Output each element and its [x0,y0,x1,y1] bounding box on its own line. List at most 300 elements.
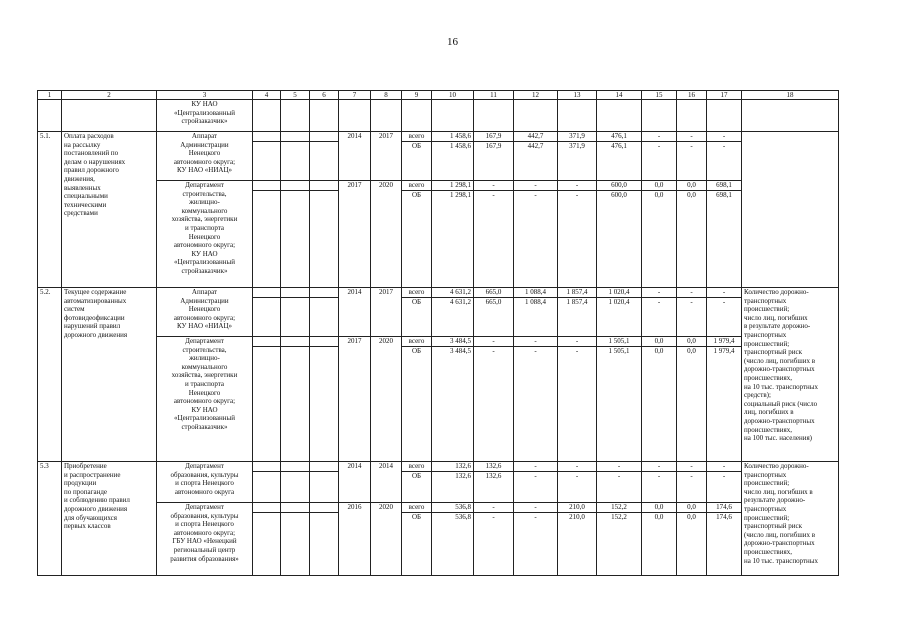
empty-cell [253,503,281,513]
cell-line: Ненецкого [188,388,221,397]
cell-line: Приобретение [64,462,107,470]
cell-line: строительства, [182,189,227,198]
cell-line: происшествий; [744,339,790,348]
empty-cell [281,472,310,503]
cell-line: на рассылку [64,140,101,149]
indicators-cell [742,132,839,288]
executor-cell [157,462,253,503]
amount-cell: - [474,347,514,462]
amount-cell: - [707,472,742,503]
empty-cell [281,132,310,142]
amount-cell: 210,0 [558,503,597,513]
amount-cell: - [474,513,514,576]
cell-line: автономного округа; [173,528,236,537]
cell-line: на 100 тыс. населения) [744,434,813,443]
amount-cell: 0,0 [642,503,677,513]
cell-line: дорожно-транспортных [744,365,815,374]
cell-line: происшествий; [744,479,790,488]
start-year: 2014 [339,288,371,337]
start-year: 2017 [339,337,371,462]
amount-cell: 442,7 [514,132,558,142]
cell-line: Ненецкого [188,305,221,314]
empty-cell [253,288,281,298]
amount-cell: - [558,191,597,288]
empty-cell [281,191,310,288]
empty-cell [281,337,310,347]
empty-cell [310,503,339,513]
cell-line: Департамент [185,462,224,470]
column-number: 16 [677,91,707,100]
empty-cell [432,100,474,132]
table-row [38,337,839,347]
cell-line: выявленных [64,183,101,192]
cell-line: правил дорожного [64,166,119,175]
empty-cell [281,298,310,337]
empty-cell [253,513,281,576]
cell-line: стройзаказчик» [181,117,228,126]
executor-cell [157,181,253,288]
end-year: 2014 [371,462,402,503]
table-row [38,181,839,191]
cell-line: и спорта Ненецкого [175,520,234,529]
empty-cell [642,100,677,132]
executor-cell [157,503,253,576]
amount-cell: 1 505,1 [597,347,642,462]
cell-line: КУ НАО [191,100,218,108]
empty-cell [281,142,310,181]
funding-source: ОБ [402,472,432,503]
empty-cell [310,100,339,132]
cell-line: Оплата расходов [64,132,114,140]
cell-line: КУ НАО [191,249,218,258]
column-number: 7 [339,91,371,100]
amount-cell: - [514,347,558,462]
amount-cell: 0,0 [642,513,677,576]
measure-name [62,288,157,462]
amount-cell: 0,0 [677,181,707,191]
amount-cell: - [514,472,558,503]
amount-cell: - [642,462,677,472]
amount-cell: - [677,462,707,472]
amount-cell: - [514,513,558,576]
cell-line: Количество дорожно- [744,288,809,296]
empty-cell [253,298,281,337]
cell-line: и спорта Ненецкого [175,479,234,488]
amount-cell: - [558,472,597,503]
cell-line: Количество дорожно- [744,462,809,470]
header-row [38,91,839,100]
empty-cell [62,100,157,132]
amount-cell: 132,6 [474,472,514,503]
start-year: 2016 [339,503,371,576]
amount-cell: 132,6 [474,462,514,472]
amount-cell: - [474,181,514,191]
amount-cell: 167,9 [474,132,514,142]
cell-line: фотовидеофиксации [64,313,125,322]
executor-cell [157,100,253,132]
amount-cell: 1 298,1 [432,181,474,191]
measure-number: 5.1. [38,132,62,288]
cell-line: средств); [744,391,771,400]
amount-cell: 536,8 [432,503,474,513]
continuation-row [38,100,839,132]
end-year: 2020 [371,337,402,462]
cell-line: и транспорта [184,379,224,388]
empty-cell [281,181,310,191]
table-row [38,288,839,298]
empty-cell [597,100,642,132]
amount-cell: 1 458,6 [432,132,474,142]
end-year: 2020 [371,181,402,288]
funding-source: ОБ [402,191,432,288]
cell-line: «Централизованный [174,414,235,423]
amount-cell: 0,0 [677,503,707,513]
column-number: 18 [742,91,839,100]
amount-cell: 0,0 [642,337,677,347]
amount-cell: 698,1 [707,181,742,191]
cell-line: продукции [64,479,97,488]
empty-cell [371,100,402,132]
cell-line: региональный центр [173,545,236,554]
cell-line: автономного округа; [173,313,236,322]
amount-cell: - [597,472,642,503]
funding-source: ОБ [402,298,432,337]
amount-cell: 0,0 [677,337,707,347]
amount-cell: - [707,132,742,142]
column-number: 10 [432,91,474,100]
amount-cell: 442,7 [514,142,558,181]
amount-cell: - [514,191,558,288]
empty-cell [281,503,310,513]
amount-cell: 1 458,6 [432,142,474,181]
cell-line: постановлений по [64,149,119,158]
amount-cell: 600,0 [597,181,642,191]
amount-cell: 1 857,4 [558,288,597,298]
cell-line: транспортных [744,296,787,305]
cell-line: средствами [64,209,98,218]
empty-cell [310,288,339,298]
funding-source: ОБ [402,347,432,462]
empty-cell [281,462,310,472]
cell-line: движения, [64,174,95,183]
cell-line: техническими [64,200,107,209]
amount-cell: 536,8 [432,513,474,576]
cell-line: и соблюдению правил [64,496,130,505]
end-year: 2017 [371,132,402,181]
executor-cell [157,132,253,181]
amount-cell: 152,2 [597,513,642,576]
table-row [38,132,839,142]
cell-line: автономного округа; [173,397,236,406]
indicators-cell [742,462,839,576]
cell-line: автономного округа [174,487,235,496]
column-number: 17 [707,91,742,100]
cell-line: происшествиях, [744,425,792,434]
column-number: 4 [253,91,281,100]
empty-cell [310,191,339,288]
amount-cell: - [514,462,558,472]
amount-cell: 0,0 [642,191,677,288]
amount-cell: 0,0 [677,191,707,288]
empty-cell [310,337,339,347]
cell-line: развития образования» [170,554,239,563]
amount-cell: 167,9 [474,142,514,181]
amount-cell: 600,0 [597,191,642,288]
cell-line: специальными [64,192,108,201]
cell-line: автономного округа; [173,241,236,250]
cell-line: транспортных [744,504,787,513]
amount-cell: - [558,347,597,462]
amount-cell: 174,6 [707,503,742,513]
funding-source: всего [402,288,432,298]
column-number: 3 [157,91,253,100]
cell-line: Аппарат [191,132,218,140]
amount-cell: - [677,298,707,337]
cell-line: в результате дорожно- [744,322,811,331]
amount-cell: - [474,191,514,288]
amount-cell: 665,0 [474,288,514,298]
table-row [38,503,839,513]
funding-source: ОБ [402,513,432,576]
cell-line: дорожно-транспортных [744,539,815,548]
cell-line: Ненецкого [188,232,221,241]
amount-cell: 665,0 [474,298,514,337]
amount-cell: - [707,298,742,337]
cell-line: Текущее содержание [64,288,127,296]
column-number: 12 [514,91,558,100]
measure-number: 5.3 [38,462,62,576]
cell-line: дорожно-транспортных [744,416,815,425]
measure-number: 5.2. [38,288,62,462]
measure-name [62,132,157,288]
executor-cell [157,288,253,337]
amount-cell: - [558,462,597,472]
cell-line: автоматизированных [64,296,127,305]
amount-cell: 210,0 [558,513,597,576]
empty-cell [253,100,281,132]
cell-line: происшествий; [744,513,790,522]
cell-line: автономного округа; [173,157,236,166]
cell-line: жилищно- [189,198,220,207]
amount-cell: 1 298,1 [432,191,474,288]
amount-cell: - [642,142,677,181]
empty-cell [281,100,310,132]
cell-line: Администрации [180,140,229,149]
amount-cell: 152,2 [597,503,642,513]
amount-cell: - [677,132,707,142]
empty-cell [253,181,281,191]
cell-line: для обучающихся [64,513,117,522]
amount-cell: - [707,462,742,472]
column-number: 11 [474,91,514,100]
empty-cell [310,472,339,503]
empty-cell [281,347,310,462]
cell-line: делам о нарушениях [64,157,126,166]
column-number: 5 [281,91,310,100]
amount-cell: 371,9 [558,142,597,181]
empty-cell [310,513,339,576]
cell-line: хозяйства, энергетики [171,371,238,380]
cell-line: образования, культуры [170,511,239,520]
cell-line: лиц, погибших в [744,408,794,417]
cell-line: Ненецкого [188,149,221,158]
empty-cell [310,298,339,337]
amount-cell: 1 979,4 [707,347,742,462]
amount-cell: 476,1 [597,142,642,181]
cell-line: Департамент [185,337,224,345]
amount-cell: - [558,337,597,347]
cell-line: строительства, [182,345,227,354]
cell-line: Администрации [180,296,229,305]
cell-line: происшествиях, [744,373,792,382]
cell-line: и распространение [64,470,121,479]
amount-cell: - [677,142,707,181]
program-measures-table [37,90,839,576]
column-number: 13 [558,91,597,100]
amount-cell: - [474,503,514,513]
cell-line: и транспорта [184,223,224,232]
empty-cell [339,100,371,132]
amount-cell: 1 088,4 [514,298,558,337]
cell-line: число лиц, погибших в [744,487,813,496]
end-year: 2020 [371,503,402,576]
cell-line: образования, культуры [170,470,239,479]
start-year: 2014 [339,132,371,181]
measure-name [62,462,157,576]
amount-cell: 1 505,1 [597,337,642,347]
amount-cell: 371,9 [558,132,597,142]
cell-line: на 10 тыс. транспортных [744,382,818,391]
cell-line: транспортных [744,470,787,479]
funding-source: всего [402,462,432,472]
cell-line: коммунального [181,362,228,371]
amount-cell: - [514,503,558,513]
empty-cell [707,100,742,132]
cell-line: «Централизованный [174,108,235,117]
cell-line: по пропаганде [64,487,107,496]
amount-cell: 1 857,4 [558,298,597,337]
amount-cell: 4 631,2 [432,298,474,337]
empty-cell [281,513,310,576]
cell-line: КУ НАО «НИАЦ» [176,322,233,331]
cell-line: КУ НАО «НИАЦ» [176,166,233,175]
column-number: 9 [402,91,432,100]
end-year: 2017 [371,288,402,337]
cell-line: число лиц, погибших [744,313,808,322]
cell-line: транспортный риск [744,522,803,531]
amount-cell: 1 979,4 [707,337,742,347]
amount-cell: - [707,142,742,181]
amount-cell: 698,1 [707,191,742,288]
empty-cell [514,100,558,132]
funding-source: всего [402,181,432,191]
cell-line: Департамент [185,503,224,511]
page-number: 16 [447,36,458,48]
cell-line: происшествиях, [744,547,792,556]
amount-cell: - [597,462,642,472]
start-year: 2017 [339,181,371,288]
cell-line: транспортный риск [744,348,803,357]
cell-line: результате дорожно- [744,496,806,505]
amount-cell: 4 631,2 [432,288,474,298]
amount-cell: - [642,132,677,142]
empty-cell [310,142,339,181]
cell-line: Аппарат [191,288,218,296]
amount-cell: 174,6 [707,513,742,576]
amount-cell: - [707,288,742,298]
amount-cell: 476,1 [597,132,642,142]
cell-line: первых классов [64,522,111,531]
amount-cell: 0,0 [677,513,707,576]
table-row [38,462,839,472]
amount-cell: 1 020,4 [597,288,642,298]
cell-line: жилищно- [189,354,220,363]
amount-cell: - [514,181,558,191]
amount-cell: - [677,472,707,503]
column-number: 2 [62,91,157,100]
funding-source: всего [402,503,432,513]
cell-line: социальный риск (число [744,399,818,408]
amount-cell: 132,6 [432,462,474,472]
empty-cell [742,100,839,132]
amount-cell: 132,6 [432,472,474,503]
amount-cell: 1 088,4 [514,288,558,298]
empty-cell [38,100,62,132]
cell-line: «Централизованный [174,258,235,267]
funding-source: ОБ [402,142,432,181]
empty-cell [253,132,281,142]
amount-cell: 1 020,4 [597,298,642,337]
empty-cell [677,100,707,132]
amount-cell: 3 484,5 [432,337,474,347]
funding-source: всего [402,132,432,142]
empty-cell [310,181,339,191]
empty-cell [310,132,339,142]
amount-cell: 0,0 [677,347,707,462]
column-number: 15 [642,91,677,100]
cell-line: транспортных [744,330,787,339]
amount-cell: - [677,288,707,298]
indicators-cell [742,288,839,462]
amount-cell: - [474,337,514,347]
cell-line: дорожного движения [64,504,128,513]
empty-cell [402,100,432,132]
cell-line: коммунального [181,206,228,215]
funding-source: всего [402,337,432,347]
empty-cell [253,337,281,347]
empty-cell [310,347,339,462]
amount-cell: - [558,181,597,191]
cell-line: дорожного движения [64,330,128,339]
empty-cell [253,191,281,288]
amount-cell: - [642,472,677,503]
cell-line: на 10 тыс. транспортных [744,556,818,565]
empty-cell [558,100,597,132]
cell-line: хозяйства, энергетики [171,215,238,224]
cell-line: систем [64,305,85,314]
empty-cell [310,462,339,472]
cell-line: Департамент [185,181,224,189]
executor-cell [157,337,253,462]
amount-cell: 3 484,5 [432,347,474,462]
cell-line: происшествий; [744,305,790,314]
cell-line: КУ НАО [191,405,218,414]
column-number: 1 [38,91,62,100]
empty-cell [474,100,514,132]
cell-line: ГБУ НАО «Ненецкий [172,537,237,546]
cell-line: стройзаказчик» [181,266,228,275]
empty-cell [253,462,281,472]
